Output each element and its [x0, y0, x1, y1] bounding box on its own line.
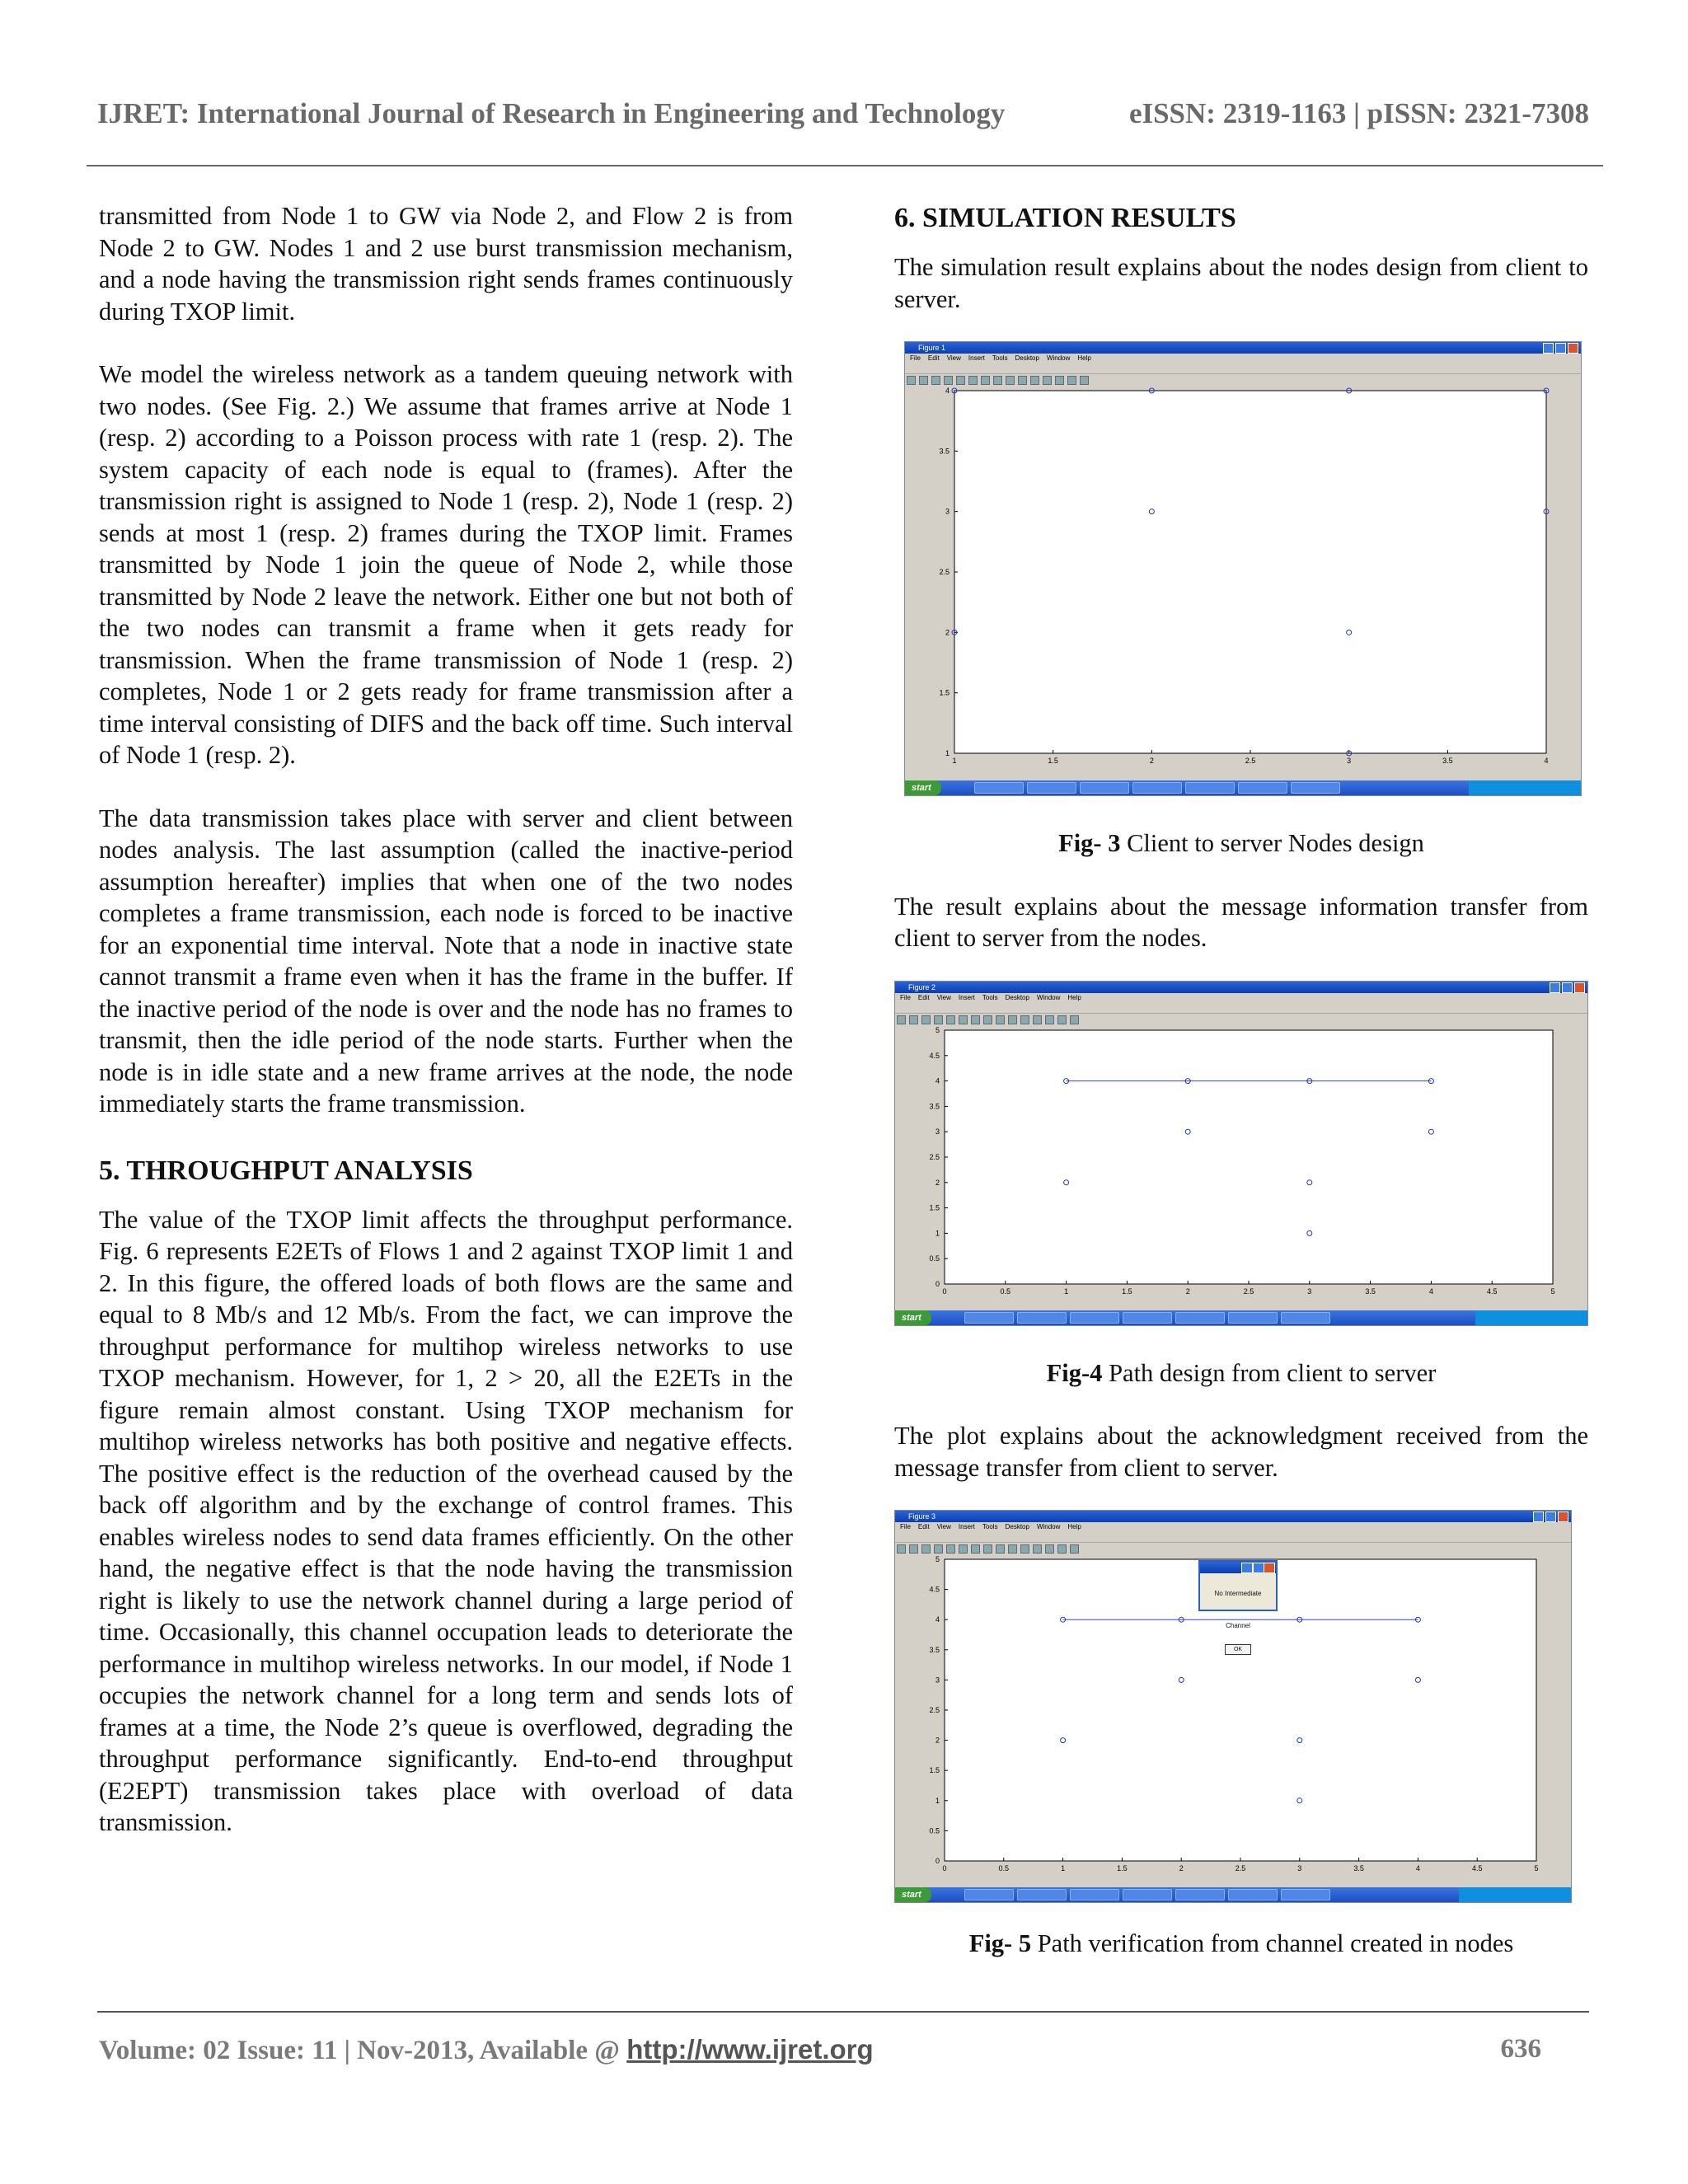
x-tick-label: 0.5 — [1000, 1286, 1011, 1296]
menu-item-desktop[interactable]: Desktop — [1005, 993, 1029, 1001]
y-tick-label: 3.5 — [929, 1645, 940, 1654]
close-icon[interactable] — [1558, 1511, 1568, 1522]
dialog-message: No Intermediate Channel — [1214, 1590, 1262, 1629]
minimize-icon[interactable] — [1543, 343, 1554, 354]
menu-item-desktop[interactable]: Desktop — [1015, 354, 1039, 362]
fig3-screenshot — [904, 341, 1582, 796]
x-tick-label: 1.5 — [1048, 757, 1058, 765]
footer-volume-text: Volume: 02 Issue: 11 | Nov-2013, Available @ — [99, 2036, 627, 2065]
fig5-screenshot — [894, 1510, 1572, 1903]
fig5-titlebar — [895, 1511, 1571, 1522]
close-icon[interactable] — [1568, 343, 1578, 354]
x-tick-label: 3.5 — [1353, 1864, 1364, 1872]
y-tick-label: 4.5 — [929, 1585, 940, 1594]
dialog-close-icon[interactable] — [1264, 1563, 1275, 1573]
menu-item-edit[interactable]: Edit — [917, 993, 930, 1001]
journal-title: IJRET: International Journal of Research in Engineering and Technology — [97, 97, 1006, 129]
fig3-taskbar — [905, 780, 1581, 795]
x-tick-label: 3 — [1307, 1286, 1312, 1296]
y-tick-label: 2.5 — [939, 568, 950, 576]
system-tray — [1459, 1887, 1571, 1902]
left-paragraph-4: The value of the TXOP limit affects the throughput performance. Fig. 6 represents E2ETs of Flows 1 and 2 against TXOP limit 1 and 2. In this figure, the offered loads of both flows are the same and equal to 8 Mb/s and 12 Mb/s. From the fact, we can improve the throughput performance for multihop wireless networks to use TXOP mechanism. However, for 1, 2 > 20, all the E2ETs in the figure remain almost constant. Using TXOP mechanism for multihop wireless networks has both positive and negative effects. The positive effect is the reduction of the overhead caused by the back off algorithm and by the exchange of control frames. This enables wireless nodes to send data frames efficiently. On the other hand, the negative effect is that the node having the transmission right is likely to use the network channel during a large period of time. Occasionally, this channel occupation leads to deteriorate the performance in multihop wireless networks. In our model, if Node 1 occupies the network channel for a long term and sends lots of frames at a time, the Node 2’s queue is overflowed, degrading the throughput performance significantly. End-to-end throughput (E2EPT) transmission takes place with overload of data transmission. — [99, 1205, 793, 1836]
dialog-minimize-icon[interactable] — [1253, 1563, 1264, 1573]
menu-item-help[interactable]: Help — [1067, 1523, 1081, 1530]
menu-item-file[interactable]: File — [910, 354, 921, 362]
fig3-caption — [894, 827, 1588, 860]
system-tray — [1475, 1310, 1587, 1325]
y-tick-label: 0.5 — [929, 1254, 940, 1263]
y-tick-label: 4.5 — [929, 1051, 940, 1060]
y-tick-label: 1 — [935, 1228, 940, 1237]
section-6-heading: 6. SIMULATION RESULTS — [894, 203, 1236, 233]
section-5-heading: 5. THROUGHPUT ANALYSIS — [99, 1155, 473, 1186]
y-tick-label: 0 — [935, 1857, 940, 1865]
dialog-ok-button[interactable]: OK — [1225, 1644, 1251, 1655]
fig4-label: Fig-4 — [1046, 1358, 1103, 1387]
menu-item-desktop[interactable]: Desktop — [1005, 1523, 1029, 1530]
x-tick-label: 2 — [1179, 1864, 1184, 1872]
menu-item-tools[interactable]: Tools — [982, 993, 998, 1001]
maximize-icon[interactable] — [1555, 343, 1566, 354]
y-tick-label: 1.5 — [939, 688, 950, 697]
x-tick-label: 4 — [1428, 1286, 1433, 1296]
menu-item-help[interactable]: Help — [1067, 993, 1081, 1001]
minimize-icon[interactable] — [1533, 1511, 1544, 1522]
menu-item-file[interactable]: File — [900, 993, 911, 1001]
y-tick-label: 1 — [935, 1796, 940, 1805]
left-paragraph-1: transmitted from Node 1 to GW via Node 2, and Flow 2 is from Node 2 to GW. Nodes 1 and 2 use burst transmission mechanism, and a node having the transmission right sends frames continuously during TXOP limit. — [99, 202, 793, 326]
dialog-help-icon[interactable] — [1241, 1563, 1253, 1573]
y-tick-label: 2 — [935, 1736, 940, 1745]
x-tick-label: 2 — [1149, 757, 1154, 765]
menu-item-window[interactable]: Window — [1036, 993, 1061, 1001]
fig4-screenshot — [894, 981, 1588, 1326]
dialog-titlebar — [1200, 1562, 1276, 1573]
x-tick-label: 2.5 — [1243, 1286, 1254, 1296]
fig4-taskbar — [895, 1310, 1587, 1325]
x-tick-label: 3 — [1347, 757, 1352, 765]
menu-item-window[interactable]: Window — [1046, 354, 1071, 362]
fig3-caption-text: Client to server Nodes design — [1120, 829, 1424, 857]
menu-item-help[interactable]: Help — [1077, 354, 1091, 362]
x-tick-label: 4.5 — [1471, 1864, 1483, 1872]
fig3-toolbar — [905, 363, 1581, 374]
fig3-titlebar — [905, 342, 1581, 354]
fig4-menubar — [895, 993, 1587, 1002]
x-tick-label: 2.5 — [1245, 757, 1256, 765]
menu-item-file[interactable]: File — [900, 1523, 911, 1530]
fig4-caption-text: Path design from client to server — [1102, 1358, 1437, 1387]
right-paragraph-1: The simulation result explains about the nodes design from client to server. — [894, 253, 1588, 313]
fig4-caption — [894, 1357, 1588, 1390]
menu-item-insert[interactable]: Insert — [958, 993, 975, 1001]
issn: eISSN: 2319-1163 | pISSN: 2321-7308 — [1128, 97, 1589, 129]
page-footer — [99, 2034, 1541, 2066]
menu-item-edit[interactable]: Edit — [927, 354, 940, 362]
menu-item-insert[interactable]: Insert — [958, 1523, 975, 1530]
fig4-toolbar — [895, 1002, 1587, 1014]
menu-item-window[interactable]: Window — [1036, 1523, 1061, 1530]
x-tick-label: 5 — [1550, 1286, 1555, 1296]
x-tick-label: 1.5 — [1117, 1864, 1128, 1872]
x-tick-label: 4 — [1415, 1864, 1420, 1872]
menu-item-view[interactable]: View — [946, 354, 961, 362]
right-column — [894, 200, 1588, 1991]
plot-area — [945, 1030, 1553, 1284]
y-tick-label: 1.5 — [929, 1766, 940, 1775]
close-icon[interactable] — [1574, 982, 1585, 993]
footer-volume — [99, 2034, 874, 2066]
no-channel-dialog — [1198, 1560, 1278, 1652]
x-tick-label: 3.5 — [1442, 757, 1453, 765]
y-tick-label: 1 — [945, 749, 950, 757]
menu-item-tools[interactable]: Tools — [992, 354, 1008, 362]
y-tick-label: 5 — [935, 1555, 940, 1563]
y-tick-label: 4 — [945, 387, 950, 395]
y-tick-label: 3.5 — [929, 1101, 940, 1110]
menu-item-tools[interactable]: Tools — [982, 1523, 998, 1530]
x-tick-label: 2.5 — [1235, 1864, 1246, 1872]
fig4-window-title: Figure 2 — [908, 982, 936, 991]
fig5-window-title: Figure 3 — [908, 1512, 936, 1521]
y-tick-label: 2.5 — [929, 1152, 940, 1161]
x-tick-label: 0 — [942, 1286, 947, 1296]
start-button[interactable]: start — [905, 780, 941, 795]
y-tick-label: 3 — [945, 507, 950, 516]
fig3-label: Fig- 3 — [1058, 829, 1121, 857]
page-header — [97, 97, 1589, 130]
menu-item-insert[interactable]: Insert — [968, 354, 985, 362]
minimize-icon[interactable] — [1550, 982, 1560, 993]
x-tick-label: 3 — [1297, 1864, 1302, 1872]
start-button[interactable]: start — [895, 1887, 931, 1902]
y-tick-label: 0.5 — [929, 1826, 940, 1835]
y-tick-label: 0 — [935, 1279, 940, 1288]
x-tick-label: 1.5 — [1122, 1286, 1132, 1296]
y-tick-label: 5 — [935, 1025, 940, 1034]
menu-item-view[interactable]: View — [936, 993, 951, 1001]
x-tick-label: 1 — [1061, 1864, 1066, 1872]
right-paragraph-2: The result explains about the message information transfer from client to server from the nodes. — [894, 892, 1588, 952]
y-tick-label: 1.5 — [929, 1203, 940, 1212]
left-paragraph-3: The data transmission takes place with server and client between nodes analysis. The last assumption (called the inactive-period assumption hereafter) implies that when one of the two nodes completes a frame transmission, each node is forced to be inactive for an exponential time interval. Note that a node in inactive state cannot transmit a frame even when it has the frame in the buffer. If the inactive period of the node is over and the node has no frames to transmit, then the idle period of the node starts. Further when the node is in idle state and a new frame arrives at the node, the node immediately starts the frame transmission. — [99, 804, 793, 1118]
y-tick-label: 4 — [935, 1615, 940, 1624]
fig3-menubar — [905, 354, 1581, 363]
x-tick-label: 5 — [1534, 1864, 1539, 1872]
page-number: 636 — [1500, 2034, 1541, 2064]
right-paragraph-3: The plot explains about the acknowledgment received from the message transfer from client to server. — [894, 1422, 1588, 1482]
x-tick-label: 0 — [942, 1864, 947, 1872]
y-tick-label: 3 — [935, 1675, 940, 1685]
fig5-taskbar — [895, 1887, 1571, 1902]
y-tick-label: 3 — [935, 1127, 940, 1136]
fig3-window-title: Figure 1 — [918, 344, 946, 352]
footer-rule — [97, 2011, 1589, 2013]
maximize-icon[interactable] — [1545, 1511, 1556, 1522]
menu-item-view[interactable]: View — [936, 1523, 951, 1530]
start-button[interactable]: start — [895, 1310, 931, 1325]
fig5-menubar — [895, 1522, 1571, 1531]
x-tick-label: 4.5 — [1486, 1286, 1498, 1296]
left-column — [99, 200, 793, 1870]
y-tick-label: 2 — [935, 1178, 940, 1187]
menu-item-edit[interactable]: Edit — [917, 1523, 930, 1530]
y-tick-label: 2 — [945, 628, 950, 637]
fig5-label: Fig- 5 — [968, 1929, 1032, 1957]
fig4-titlebar — [895, 982, 1587, 993]
x-tick-label: 4 — [1544, 757, 1549, 765]
x-tick-label: 3.5 — [1365, 1286, 1376, 1296]
fig5-caption-text: Path verification from channel created in nodes — [1031, 1929, 1514, 1957]
y-tick-label: 2.5 — [929, 1706, 940, 1714]
y-tick-label: 4 — [935, 1076, 940, 1085]
x-tick-label: 1 — [1064, 1286, 1069, 1296]
header-rule — [87, 165, 1603, 166]
x-tick-label: 1 — [952, 757, 957, 765]
left-paragraph-2: We model the wireless network as a tandem queuing network with two nodes. (See Fig. 2.) We assume that frames arrive at Node 1 (resp. 2) according to a Poisson process with rate 1 (resp. 2). The system capacity of each node is equal to (frames). After the transmission right is assigned to Node 1 (resp. 2), Node 1 (resp. 2) sends at most 1 (resp. 2) frames during the TXOP limit. Frames transmitted by Node 1 join the queue of Node 2, while those transmitted by Node 2 leave the network. Either one but not both of the two nodes can transmit a frame when it gets ready for transmission. When the frame transmission of Node 1 (resp. 2) completes, Node 1 or 2 gets ready for frame transmission after a time interval consisting of DIFS and the back off time. Such interval of Node 1 (resp. 2). — [99, 360, 793, 769]
fig4-plot — [895, 1014, 1586, 1309]
x-tick-label: 0.5 — [998, 1864, 1010, 1872]
fig3-plot — [905, 374, 1579, 778]
journal-link[interactable]: http://www.ijret.org — [626, 2034, 874, 2064]
system-tray — [1469, 780, 1581, 795]
fig5-toolbar — [895, 1531, 1571, 1543]
plot-area — [954, 391, 1546, 753]
x-tick-label: 2 — [1185, 1286, 1190, 1296]
fig5-caption — [894, 1928, 1588, 1960]
y-tick-label: 3.5 — [939, 447, 950, 456]
maximize-icon[interactable] — [1562, 982, 1573, 993]
